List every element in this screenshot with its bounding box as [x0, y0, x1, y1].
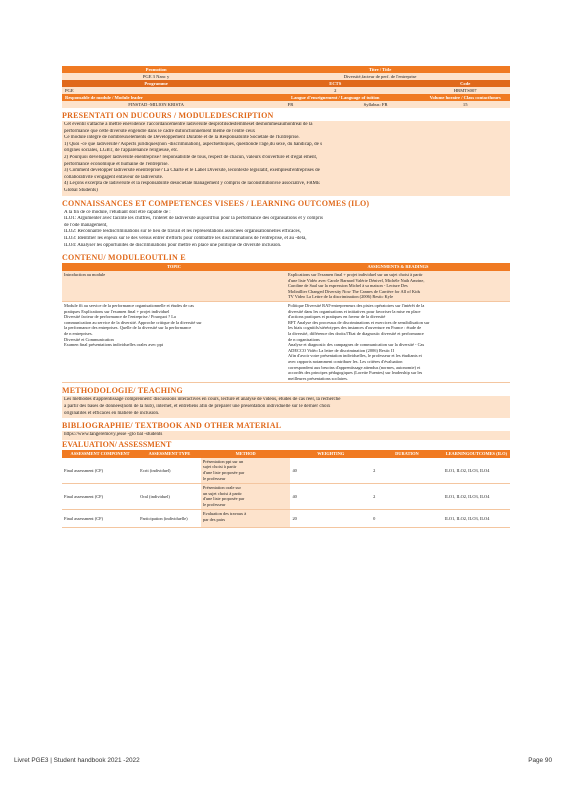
ilo-line: A la fin de ce module, l'étudiant doit être capable de :: [64, 209, 171, 215]
table-row: [62, 510, 510, 528]
presentation-line: Ce module intègre de nombreuxéléments de Développement Durable et de la Responsabilité Sociétale de l'Entreprise.: [64, 135, 300, 141]
presentation-text: [62, 121, 510, 196]
promotion-label: Promotion: [62, 66, 250, 73]
presentation-line: performance que cette diversité engendre dans le cadre dufonctionnement même de l'entre ceux: [64, 128, 256, 134]
method-line: par des pairs: [202, 516, 226, 522]
language-value: FR: [250, 101, 331, 108]
method-line: le professeur: [202, 475, 226, 481]
weighting-column-header: WEIGHTING: [290, 450, 371, 458]
assign-line: meilleures présentations scolaires.: [288, 375, 349, 381]
ilo-line: de l'ode management,: [64, 222, 108, 228]
method-cell: [201, 458, 291, 484]
assignments-cell: [286, 271, 510, 301]
type-column-header: ASSESSMENT TYPE: [138, 450, 201, 458]
weighting-cell: 40: [290, 458, 371, 484]
component-cell: Final assessment (CF): [62, 510, 138, 528]
table-row: [62, 458, 510, 484]
duration-cell: 2: [371, 458, 443, 484]
assign-line: correspondent aux besoins d'apprentissage attendus (normes, autonomie) et: [288, 364, 421, 370]
page-number: Page 90: [528, 757, 552, 764]
ilo-cell: ILO1, ILO2, ILO3, ILO4: [443, 510, 510, 528]
topic-cell: [62, 271, 286, 301]
duration-cell: 0: [371, 510, 443, 528]
evaluation-table: [62, 450, 510, 529]
method-line: d'une liste proposée par: [202, 469, 245, 475]
weighting-cell: 40: [290, 484, 371, 510]
header-row-values-3: [62, 101, 510, 108]
promotion-value: PGE 3 Nanc y: [62, 73, 250, 80]
learning-outcomes-heading: CONNAISSANCES ET COMPETENCES VISEES / LEARNING OUTCOMES (ILO): [62, 198, 370, 208]
assign-line: avec rapports notamment contribuer les. Les critères d'évaluation: [288, 359, 403, 364]
code-value: HRMTS007: [420, 87, 510, 94]
assign-line: Molinillier Changed Diversity Now The Cannes de Carrière for All of Kids: [288, 288, 421, 294]
component-cell: Final assessment (CF): [62, 458, 138, 484]
assign-line: ADECCO Vidéo La lettre de discrimination (2006) Restic II: [288, 347, 394, 353]
presentation-line: 2) Pourquoi développer ladiversité enentreprise? responsabilité de tous, respect de chacun, valeurs d'ouverture et d'égal ement,: [64, 154, 318, 160]
bibliography-link[interactable]: https://www.tangeremovy.jesse -glo bal -students: [64, 432, 163, 438]
topic-line: communication au service de la diversité. Approche critique de la diversité sur: [64, 319, 202, 325]
assign-line: Caroline de Saal sur la expression Michel à sa maison - Lecture Des: [288, 283, 408, 289]
topic-line: Module fît au service de la performance organisationnelle et études de cas: [64, 303, 194, 309]
method-column-header: METHOD: [201, 450, 291, 458]
module-leader-value: FINSTAD -MILION KRISTA: [62, 101, 250, 108]
presentation-heading: PRESENTATI ON DUCOURS / MODULEDESCRIPTION: [62, 111, 274, 120]
table-row: [62, 484, 510, 510]
component-column-header: ASSESSMENT COMPONENT: [62, 450, 138, 458]
topic-line: Introduction au module: [64, 272, 106, 278]
topic-line: pratiques Explications sur l'examen final + projet individuel: [64, 308, 170, 314]
method-line: Présentation ppt sur un: [202, 458, 244, 464]
assign-line: Afin d'avoir votre présentation individuelles, le professeur et les étudiants et: [288, 353, 422, 359]
assign-line: d'actions pratiques et pratiques en faveur de la diversité: [288, 314, 386, 320]
presentation-line: performance économique et humaine de l'entreprise.: [64, 161, 169, 167]
topic-line: de n entreprises.: [64, 331, 93, 337]
presentation-line: origines sociales, LGBT, de l'apparenance religieuse, etc.: [64, 148, 179, 154]
type-cell: Oral (individuel): [138, 484, 201, 510]
syllabus-language-value: Syllabus: FR: [331, 101, 421, 108]
assignments-column-header: ASSIGNMENTS & READINGS: [286, 263, 510, 271]
method-line: d'une liste proposée par: [202, 496, 245, 502]
programme-label: Programme: [62, 80, 250, 87]
topic-cell: [62, 302, 286, 383]
duration-cell: 2: [371, 484, 443, 510]
learning-outcomes-text: [62, 209, 510, 251]
presentation-line: 1) Quoi -ce que ladiversité? Aspects juridiques(non -discrimination), aspectséthiques, questionde l'âge,du sexe, du handicap, de s: [64, 141, 323, 147]
ilo-cell: ILO1, ILO2, ILO3, ILO4: [443, 484, 510, 510]
ilo-line: ILO3: Identifier les enjeux sur le des versus entrer d'efforts pour combattre les discriminations de l'entreprise, et au -delà,: [64, 235, 307, 241]
methodology-text: [62, 396, 510, 418]
table-row: [62, 271, 510, 301]
type-cell: Ecrit (individuel): [138, 458, 201, 484]
footer-handbook-title: Livret PGE3 | Student handbook 2021 -2022: [14, 757, 140, 764]
assign-line: TV Video La Lettre de la discrimination (2006) Restic Kyle: [288, 294, 394, 300]
class-hours-label: Volume horaire / Class contacthours: [420, 94, 510, 101]
duration-column-header: DURATION: [371, 450, 443, 458]
method-line: sujet choisi à partir: [202, 464, 237, 470]
assign-line: d'une liste Vidéo avec Carole Barnard Valérie Dénivel, Michèle Nath Amrine,: [288, 277, 425, 283]
programme-value: PGE: [62, 87, 250, 94]
presentation-line: Global Students): [64, 187, 98, 193]
assign-line: Analyse et diagnostic des campagnes de communication sur la diversité - Cas: [288, 342, 425, 348]
presentation-line: Cet éventil s'attache à mettre enévidence l'accordancementre ladiversité desprofilsdesfemmeset deshommesaumontreal de la: [64, 122, 313, 127]
ects-value: 2: [250, 87, 420, 94]
bibliography-heading: BIBLIOGRAPHIE/ TEXTBOOK AND OTHER MATERIAL: [62, 421, 282, 431]
code-label: Code: [420, 80, 510, 87]
ilo-line: ILO4: Analyser les opportunités de discriminations pour mettre en place une politique de diversité inclusion.: [64, 242, 282, 248]
assign-line: accordés des principes pédagogiques (Lorette Fuentes) sur leadership sur les: [288, 370, 423, 376]
header-row-values-1: [62, 73, 510, 80]
header-row-labels-1: [62, 66, 510, 73]
module-outline-heading: CONTENU/ MODULEOUTLIN E: [62, 253, 186, 263]
method-line: Evaluation des travaux à: [202, 511, 247, 517]
evaluation-heading: EVALUATION/ ASSESSMENT: [62, 439, 172, 449]
presentation-line: 3) Comment développer ladiversité enentreprise? La Charte et le Label Diversité, lecontexte législatif, exemplesd'entreprises de: [64, 168, 320, 174]
topic-line: Diversité facteur de performance de l'entreprise / Pourquoi ? La: [64, 314, 176, 320]
syllabus-page: [62, 66, 510, 528]
module-info-table: [62, 66, 510, 108]
assign-line: Politique Diversité RAT-entrepreneurs des pistes opératoires sur l'intérêt de la: [288, 303, 425, 309]
method-line: Présentation orale sur: [202, 485, 241, 491]
methodology-line: Les méthodes d'apprentissage comprennent: discussions interactives en cours, lecture et analyse de vidéos, études de cas réel, la recherche: [64, 397, 341, 403]
topic-line: Examen final présentations individuelles orales avec ppt: [64, 342, 164, 348]
methodology-line: à partir des bases de données(nom de la hub), internet, et entretiens afin de préparer une présentation individuelle sur le dernier choix: [64, 403, 331, 409]
bibliography-text: [62, 431, 510, 440]
ilo-line: ILO1: Argumenter avec facilité les chiffres, l'intérêt de ladiversité aujourd'hui pour la performance des organisations et y compris: [64, 216, 323, 222]
method-cell: [201, 484, 291, 510]
header-row-labels-3: [62, 94, 510, 101]
assign-line: la diversité, différence des droits/l'Etat de diagnostic diversité et performance: [288, 331, 424, 337]
ects-label: ECTS: [250, 80, 420, 87]
assign-line: Explications sur l'examen final + projet individuel sur un sujet choisi à partir: [288, 272, 423, 278]
type-cell: Participation (individuelle): [138, 510, 201, 528]
assign-line: les biais cognitifs/stéréotypes des instances d'ouverture en France : étude de: [288, 325, 422, 331]
ilo-column-header: LEARNINGOUTCOMES (ILO): [443, 450, 510, 458]
assign-line: diversité dans les organisations et initiatives pour favoriser la mise en place: [288, 308, 421, 314]
assign-line: RFT Analyse des processus de discriminations et exercices de sensibilisation sur: [288, 319, 430, 325]
title-label: Titre / Title: [250, 66, 510, 73]
header-row-values-2: [62, 87, 510, 94]
assignments-cell: [286, 302, 510, 383]
presentation-line: collaborativité s'engagent enfaveur de ladiversité.: [64, 174, 164, 180]
module-leader-label: Responsable de module / Module leader: [62, 94, 250, 101]
language-label: Langue d'enseignement / Language of tuition: [250, 94, 420, 101]
method-line: le professeur: [202, 502, 226, 508]
method-line: un sujet choisi à partir: [202, 490, 242, 496]
assign-line: de n organisations: [288, 336, 320, 342]
weighting-cell: 20: [290, 510, 371, 528]
presentation-line: 4) Leçons excerpta de ladiversité et la responsabilité desociétale management y compris de laconstitutionvie associative, FRME: [64, 181, 321, 187]
class-hours-value: 15: [420, 101, 510, 108]
title-value: Diversité,facteur de perf. de l'entreprise: [250, 73, 510, 80]
ilo-line: ILO2: Reconnaître lesdiscriminations sur le lieu de travail et les représentations associées organisationnelles efficaces,: [64, 229, 301, 235]
methodology-heading: METHODOLOGIE/ TEACHING: [62, 386, 183, 396]
header-row-labels-2: [62, 80, 510, 87]
table-row: [62, 302, 510, 383]
component-cell: Final assessment (CF): [62, 484, 138, 510]
topic-line: la performance des entreprises. Quelle de la diversité sur la performance: [64, 325, 192, 331]
topic-line: Diversité et Communication: [64, 336, 114, 342]
topic-column-header: TOPIC: [62, 263, 286, 271]
module-outline-table: [62, 263, 510, 383]
method-cell: [201, 510, 291, 528]
methodology-line: originalités et efficaces en matière de inclusion.: [64, 410, 160, 416]
ilo-cell: ILO1, ILO2, ILO3, ILO4: [443, 458, 510, 484]
